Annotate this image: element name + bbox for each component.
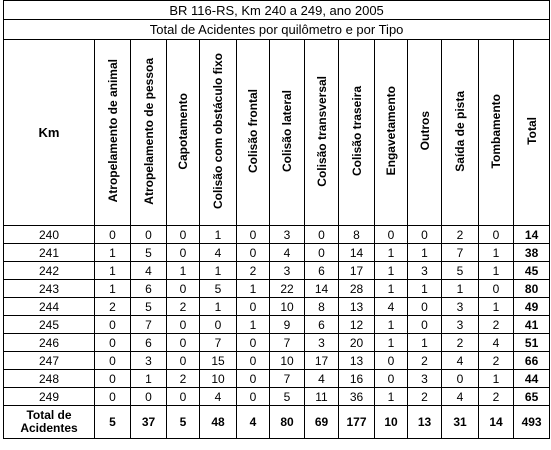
table-cell: 5 bbox=[131, 244, 167, 262]
column-total-cell: 14 bbox=[479, 406, 514, 439]
row-total-cell: 51 bbox=[514, 334, 550, 352]
row-total-cell: 66 bbox=[514, 352, 550, 370]
table-cell: 9 bbox=[270, 316, 305, 334]
table-cell: 12 bbox=[339, 316, 375, 334]
table-cell: 3 bbox=[442, 316, 479, 334]
table-cell: 13 bbox=[339, 298, 375, 316]
table-cell: 0 bbox=[375, 226, 408, 244]
table-cell: 0 bbox=[408, 316, 442, 334]
table-cell: 1 bbox=[479, 370, 514, 388]
column-header-label: Capotamento bbox=[176, 92, 190, 170]
table-cell: 0 bbox=[95, 334, 131, 352]
table-cell: 2 bbox=[442, 334, 479, 352]
table-cell: 10 bbox=[270, 352, 305, 370]
table-cell: 2 bbox=[479, 316, 514, 334]
table-cell: 0 bbox=[237, 388, 270, 406]
row-total-cell: 80 bbox=[514, 280, 550, 298]
table-cell: 2 bbox=[479, 388, 514, 406]
column-header bbox=[339, 40, 375, 226]
table-cell: 6 bbox=[131, 280, 167, 298]
table-row bbox=[4, 334, 550, 352]
totals-label-line1: Total de bbox=[26, 408, 72, 422]
table-cell: 0 bbox=[237, 226, 270, 244]
column-total-cell: 48 bbox=[200, 406, 237, 439]
table-cell: 0 bbox=[479, 280, 514, 298]
table-cell: 3 bbox=[305, 334, 339, 352]
table-cell: 0 bbox=[131, 388, 167, 406]
table-cell: 2 bbox=[479, 352, 514, 370]
km-cell: 240 bbox=[4, 226, 95, 244]
column-header bbox=[95, 40, 131, 226]
table-cell: 0 bbox=[200, 316, 237, 334]
table-cell: 0 bbox=[95, 352, 131, 370]
column-header-label: Atropelamento de animal bbox=[105, 59, 120, 203]
table-cell: 1 bbox=[375, 388, 408, 406]
table-cell: 2 bbox=[408, 352, 442, 370]
table-cell: 0 bbox=[167, 334, 200, 352]
table-row bbox=[4, 388, 550, 406]
table-cell: 5 bbox=[200, 280, 237, 298]
table-cell: 7 bbox=[270, 370, 305, 388]
table-cell: 1 bbox=[442, 280, 479, 298]
table-cell: 1 bbox=[237, 316, 270, 334]
table-cell: 1 bbox=[375, 334, 408, 352]
table-cell: 0 bbox=[237, 298, 270, 316]
column-total-cell: 31 bbox=[442, 406, 479, 439]
totals-row bbox=[4, 406, 550, 439]
table-cell: 1 bbox=[200, 226, 237, 244]
column-header bbox=[442, 40, 479, 226]
table-cell: 0 bbox=[237, 244, 270, 262]
column-total-cell: 4 bbox=[237, 406, 270, 439]
table-cell: 4 bbox=[305, 370, 339, 388]
table-cell: 7 bbox=[131, 316, 167, 334]
table-cell: 36 bbox=[339, 388, 375, 406]
column-header-label: Atropelamento de pessoa bbox=[141, 57, 156, 205]
table-cell: 0 bbox=[408, 226, 442, 244]
column-total-cell: 177 bbox=[339, 406, 375, 439]
table-cell: 1 bbox=[375, 280, 408, 298]
table-cell: 5 bbox=[442, 262, 479, 280]
table-cell: 3 bbox=[270, 226, 305, 244]
table-cell: 3 bbox=[270, 262, 305, 280]
table-cell: 0 bbox=[442, 370, 479, 388]
table-cell: 13 bbox=[339, 352, 375, 370]
km-cell: 242 bbox=[4, 262, 95, 280]
table-cell: 6 bbox=[305, 316, 339, 334]
table-cell: 11 bbox=[305, 388, 339, 406]
table-cell: 17 bbox=[339, 262, 375, 280]
column-header-label: Engavetamento bbox=[384, 86, 398, 176]
table-row bbox=[4, 262, 550, 280]
column-total-cell: 5 bbox=[95, 406, 131, 439]
table-cell: 4 bbox=[131, 262, 167, 280]
table-cell: 1 bbox=[408, 244, 442, 262]
column-header-label: Outros bbox=[417, 111, 432, 151]
row-total-cell: 49 bbox=[514, 298, 550, 316]
table-cell: 0 bbox=[167, 388, 200, 406]
table-cell: 16 bbox=[339, 370, 375, 388]
table-cell: 1 bbox=[479, 298, 514, 316]
table-cell: 4 bbox=[270, 244, 305, 262]
table-cell: 8 bbox=[305, 298, 339, 316]
table-cell: 3 bbox=[131, 352, 167, 370]
column-total-cell: 493 bbox=[514, 406, 550, 439]
table-cell: 0 bbox=[167, 244, 200, 262]
table-cell: 4 bbox=[442, 352, 479, 370]
column-header bbox=[167, 40, 200, 226]
table-cell: 0 bbox=[131, 226, 167, 244]
table-cell: 1 bbox=[131, 370, 167, 388]
table-cell: 10 bbox=[270, 298, 305, 316]
table-cell: 20 bbox=[339, 334, 375, 352]
table-cell: 2 bbox=[167, 298, 200, 316]
table-cell: 2 bbox=[442, 226, 479, 244]
table-cell: 1 bbox=[375, 262, 408, 280]
table-cell: 4 bbox=[375, 298, 408, 316]
table-cell: 1 bbox=[375, 244, 408, 262]
km-cell: 246 bbox=[4, 334, 95, 352]
table-cell: 1 bbox=[167, 262, 200, 280]
table-cell: 7 bbox=[442, 244, 479, 262]
column-header bbox=[237, 40, 270, 226]
table-cell: 0 bbox=[305, 244, 339, 262]
table-cell: 1 bbox=[408, 334, 442, 352]
table-subtitle: Total de Acidentes por quilômetro e por Tipo bbox=[4, 20, 550, 40]
table-cell: 8 bbox=[339, 226, 375, 244]
km-cell: 243 bbox=[4, 280, 95, 298]
table-cell: 1 bbox=[95, 244, 131, 262]
table-cell: 7 bbox=[200, 334, 237, 352]
table-cell: 28 bbox=[339, 280, 375, 298]
table-cell: 3 bbox=[442, 298, 479, 316]
row-total-cell: 65 bbox=[514, 388, 550, 406]
km-cell: 248 bbox=[4, 370, 95, 388]
table-cell: 4 bbox=[200, 244, 237, 262]
table-cell: 22 bbox=[270, 280, 305, 298]
table-cell: 14 bbox=[339, 244, 375, 262]
totals-label-line2: Acidentes bbox=[20, 421, 78, 435]
column-header bbox=[375, 40, 408, 226]
column-header-label: Colisão com obstáculo fixo bbox=[211, 52, 225, 210]
table-cell: 2 bbox=[237, 262, 270, 280]
table-row bbox=[4, 370, 550, 388]
table-cell: 4 bbox=[442, 388, 479, 406]
column-total-cell: 69 bbox=[305, 406, 339, 439]
table-title: BR 116-RS, Km 240 a 249, ano 2005 bbox=[4, 1, 550, 20]
table-cell: 0 bbox=[167, 280, 200, 298]
table-cell: 17 bbox=[305, 352, 339, 370]
km-cell: 244 bbox=[4, 298, 95, 316]
table-cell: 10 bbox=[200, 370, 237, 388]
table-cell: 0 bbox=[375, 352, 408, 370]
column-total-cell: 80 bbox=[270, 406, 305, 439]
column-total-cell: 5 bbox=[167, 406, 200, 439]
table-cell: 0 bbox=[237, 370, 270, 388]
table-cell: 1 bbox=[95, 280, 131, 298]
table-row bbox=[4, 244, 550, 262]
row-total-cell: 38 bbox=[514, 244, 550, 262]
table-cell: 2 bbox=[167, 370, 200, 388]
column-header bbox=[479, 40, 514, 226]
table-cell: 4 bbox=[200, 388, 237, 406]
column-header-label: Colisão transversal bbox=[314, 75, 329, 187]
table-cell: 1 bbox=[479, 262, 514, 280]
totals-label bbox=[4, 406, 95, 439]
column-header bbox=[514, 40, 550, 226]
table-row bbox=[4, 316, 550, 334]
table-cell: 6 bbox=[131, 334, 167, 352]
table-cell: 1 bbox=[375, 316, 408, 334]
column-total-cell: 37 bbox=[131, 406, 167, 439]
table-cell: 0 bbox=[375, 370, 408, 388]
column-header-label: Colisão traseira bbox=[349, 85, 364, 177]
row-total-cell: 44 bbox=[514, 370, 550, 388]
table-cell: 5 bbox=[270, 388, 305, 406]
table-cell: 5 bbox=[131, 298, 167, 316]
column-header bbox=[270, 40, 305, 226]
row-total-cell: 14 bbox=[514, 226, 550, 244]
km-cell: 249 bbox=[4, 388, 95, 406]
table-cell: 0 bbox=[95, 370, 131, 388]
table-row bbox=[4, 298, 550, 316]
column-header bbox=[305, 40, 339, 226]
row-total-cell: 41 bbox=[514, 316, 550, 334]
column-header bbox=[408, 40, 442, 226]
table-cell: 15 bbox=[200, 352, 237, 370]
column-total-cell: 10 bbox=[375, 406, 408, 439]
table-cell: 1 bbox=[95, 262, 131, 280]
table-cell: 6 bbox=[305, 262, 339, 280]
table-cell: 0 bbox=[237, 334, 270, 352]
row-total-cell: 45 bbox=[514, 262, 550, 280]
table-cell: 2 bbox=[95, 298, 131, 316]
table-cell: 1 bbox=[200, 262, 237, 280]
table-cell: 7 bbox=[270, 334, 305, 352]
column-header-label: Colisão lateral bbox=[280, 89, 294, 173]
table-cell: 0 bbox=[95, 316, 131, 334]
accidents-table bbox=[3, 0, 550, 439]
column-header-label: Total bbox=[524, 117, 539, 145]
table-cell: 0 bbox=[95, 226, 131, 244]
km-column-header: Km bbox=[4, 40, 95, 226]
table-cell: 0 bbox=[95, 388, 131, 406]
column-total-cell: 13 bbox=[408, 406, 442, 439]
table-row bbox=[4, 352, 550, 370]
table-cell: 14 bbox=[305, 280, 339, 298]
table-cell: 0 bbox=[305, 226, 339, 244]
km-cell: 241 bbox=[4, 244, 95, 262]
km-cell: 247 bbox=[4, 352, 95, 370]
table-row bbox=[4, 226, 550, 244]
column-header-label: Tombamento bbox=[489, 93, 503, 169]
km-cell: 245 bbox=[4, 316, 95, 334]
table-row bbox=[4, 280, 550, 298]
table-cell: 0 bbox=[167, 226, 200, 244]
table-cell: 1 bbox=[479, 244, 514, 262]
table-cell: 0 bbox=[167, 316, 200, 334]
table-cell: 0 bbox=[408, 298, 442, 316]
table-cell: 0 bbox=[167, 352, 200, 370]
column-header-label: Saída de pista bbox=[453, 90, 467, 172]
table-cell: 0 bbox=[237, 352, 270, 370]
table-cell: 3 bbox=[408, 262, 442, 280]
column-header bbox=[200, 40, 237, 226]
column-header bbox=[131, 40, 167, 226]
table-cell: 3 bbox=[408, 370, 442, 388]
column-header-label: Colisão frontal bbox=[246, 88, 260, 173]
table-cell: 1 bbox=[408, 280, 442, 298]
table-cell: 0 bbox=[479, 226, 514, 244]
table-cell: 1 bbox=[200, 298, 237, 316]
table-cell: 2 bbox=[408, 388, 442, 406]
table-cell: 4 bbox=[479, 334, 514, 352]
table-cell: 1 bbox=[237, 280, 270, 298]
